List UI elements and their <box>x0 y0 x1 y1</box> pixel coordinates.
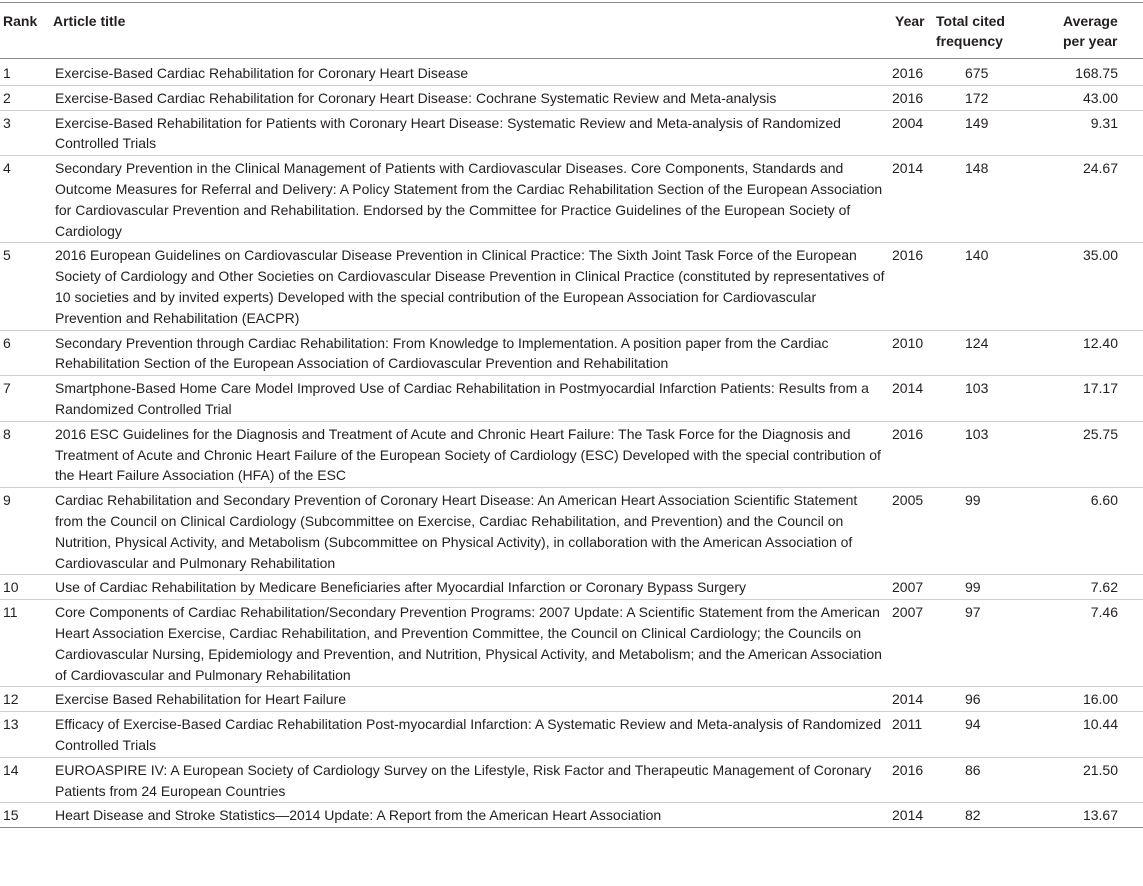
year-cell: 2016 <box>892 247 924 264</box>
year-cell: 2005 <box>892 492 924 509</box>
total-cited-cell: 103 <box>965 425 989 442</box>
title-cell: Exercise-Based Cardiac Rehabilitation for Coronary Heart Disease: Cochrane Systematic Review and Meta-analysis <box>55 89 777 106</box>
year-cell: 2014 <box>892 380 924 397</box>
total-cited-cell: 124 <box>965 334 989 351</box>
table-row <box>0 376 1143 422</box>
year-cell: 2010 <box>892 334 924 351</box>
title-cell: Exercise Based Rehabilitation for Heart Failure <box>55 691 347 708</box>
rank-cell: 3 <box>3 114 11 131</box>
title-cell: Efficacy of Exercise-Based Cardiac Rehabilitation Post-myocardial Infarction: A Systematic Review and Meta-analysis of Randomized Controlled Trials <box>55 716 882 753</box>
title-cell: Secondary Prevention in the Clinical Management of Patients with Cardiovascular Diseases. Core Components, Standards and Outcome Measures for Referral and Delivery: A Policy Statement from the Cardiac Rehabilitation Section of the European Association for Cardiovascular Prevention and Rehabilitation. Endorsed by the Committee for Practice Guidelines of the European Society of Cardiology <box>55 160 883 239</box>
table-row <box>0 156 1143 243</box>
total-cited-cell: 97 <box>965 604 981 621</box>
year-cell: 2016 <box>892 89 924 106</box>
table-row <box>0 110 1143 156</box>
table-row <box>0 59 1143 86</box>
header-rank: Rank <box>3 13 38 29</box>
average-per-year-cell: 43.00 <box>1082 89 1118 106</box>
rank-cell: 6 <box>3 334 11 351</box>
title-cell: Exercise-Based Rehabilitation for Patients with Coronary Heart Disease: Systematic Review and Meta-analysis of Randomized Controlled Trials <box>55 114 841 152</box>
rank-cell: 15 <box>3 807 19 824</box>
total-cited-cell: 99 <box>965 492 981 509</box>
table-row <box>0 243 1143 330</box>
title-cell: EUROASPIRE IV: A European Society of Cardiology Survey on the Lifestyle, Risk Factor and Therapeutic Management of Coronary Patients from 24 European Countries <box>55 761 872 799</box>
title-cell: Cardiac Rehabilitation and Secondary Prevention of Coronary Heart Disease: An American Heart Association Scientific Statement from the Council on Clinical Cardiology (Subcommittee on Exercise, Cardiac Rehabilitation, and Prevention) and the Council on Nutrition, Physical Activity, and Metabolism (Subcommittee on Physical Activity), in collaboration with the American Association of Cardiovascular and Pulmonary Rehabilitation <box>55 492 858 571</box>
table-header <box>0 3 1143 59</box>
header-average <box>1031 3 1143 59</box>
header-avg-line2: per year <box>1063 33 1118 49</box>
total-cited-cell: 82 <box>965 807 981 824</box>
table-body <box>0 59 1143 828</box>
total-cited-cell: 675 <box>965 65 989 81</box>
total-cited-cell: 172 <box>965 89 989 106</box>
year-cell: 2007 <box>892 579 924 596</box>
year-cell: 2014 <box>892 807 924 824</box>
year-cell: 2007 <box>892 604 924 621</box>
rank-cell: 12 <box>3 691 19 708</box>
average-per-year-cell: 168.75 <box>1075 65 1118 81</box>
average-per-year-cell: 21.50 <box>1082 761 1118 778</box>
total-cited-cell: 86 <box>965 761 981 778</box>
rank-cell: 7 <box>3 380 11 397</box>
header-year: Year <box>895 13 925 29</box>
rank-cell: 10 <box>3 579 19 596</box>
year-cell: 2014 <box>892 160 924 177</box>
header-avg-line1: Average <box>1063 13 1118 29</box>
average-per-year-cell: 17.17 <box>1082 380 1118 397</box>
table-row <box>0 575 1143 600</box>
average-per-year-cell: 6.60 <box>1090 492 1118 509</box>
year-cell: 2016 <box>892 761 924 778</box>
citation-table <box>0 2 1143 828</box>
header-row <box>0 3 1143 59</box>
total-cited-cell: 140 <box>965 247 989 264</box>
rank-cell: 13 <box>3 716 19 733</box>
average-per-year-cell: 13.67 <box>1082 807 1118 824</box>
title-cell: Exercise-Based Cardiac Rehabilitation for Coronary Heart Disease <box>55 65 469 81</box>
title-cell: 2016 ESC Guidelines for the Diagnosis and Treatment of Acute and Chronic Heart Failure: The Task Force for the Diagnosis and Treatment of Acute and Chronic Heart Failure of the European Society of Cardiology (ESC) Developed with the special contribution of the Heart Failure Association (HFA) of the ESC <box>55 425 881 484</box>
rank-cell: 5 <box>3 247 11 264</box>
rank-cell: 2 <box>3 89 11 106</box>
year-cell: 2014 <box>892 691 924 708</box>
average-per-year-cell: 35.00 <box>1082 247 1118 264</box>
header-total-line2: frequency <box>936 33 1003 49</box>
rank-cell: 14 <box>3 761 19 778</box>
total-cited-cell: 96 <box>965 691 981 708</box>
title-cell: Use of Cardiac Rehabilitation by Medicare Beneficiaries after Myocardial Infarction or Coronary Bypass Surgery <box>55 579 746 596</box>
rank-cell: 4 <box>3 160 11 177</box>
average-per-year-cell: 16.00 <box>1082 691 1118 708</box>
table-row <box>0 803 1143 828</box>
title-cell: Smartphone-Based Home Care Model Improved Use of Cardiac Rehabilitation in Postmyocardial Infarction Patients: Results from a Randomized Controlled Trial <box>55 380 869 417</box>
title-cell: Secondary Prevention through Cardiac Rehabilitation: From Knowledge to Implementation. A position paper from the Cardiac Rehabilitation Section of the European Association of Cardiovascular Prevention and Rehabilitation <box>55 334 829 372</box>
average-per-year-cell: 25.75 <box>1082 425 1118 442</box>
table-row <box>0 488 1143 575</box>
year-cell: 2016 <box>892 425 924 442</box>
table-row <box>0 600 1143 687</box>
total-cited-cell: 103 <box>965 380 989 397</box>
header-total-line1: Total cited <box>936 13 1005 29</box>
year-cell: 2004 <box>892 114 924 131</box>
average-per-year-cell: 12.40 <box>1082 334 1118 351</box>
total-cited-cell: 149 <box>965 114 989 131</box>
total-cited-cell: 99 <box>965 579 981 596</box>
average-per-year-cell: 7.46 <box>1090 604 1118 621</box>
rank-cell: 8 <box>3 425 11 442</box>
average-per-year-cell: 9.31 <box>1090 114 1118 131</box>
table-row <box>0 712 1143 758</box>
average-per-year-cell: 10.44 <box>1082 716 1118 733</box>
total-cited-cell: 94 <box>965 716 981 733</box>
rank-cell: 9 <box>3 492 11 509</box>
table-row <box>0 757 1143 803</box>
citation-table-container <box>0 2 1143 828</box>
year-cell: 2011 <box>892 716 923 733</box>
rank-cell: 1 <box>3 65 11 81</box>
rank-cell: 11 <box>3 604 18 621</box>
table-row <box>0 421 1143 487</box>
table-row <box>0 687 1143 712</box>
table-row <box>0 85 1143 110</box>
average-per-year-cell: 7.62 <box>1090 579 1118 596</box>
year-cell: 2016 <box>892 65 924 81</box>
title-cell: 2016 European Guidelines on Cardiovascular Disease Prevention in Clinical Practice: The Sixth Joint Task Force of the European Society of Cardiology and Other Societies on Cardiovascular Disease Prevention in Clinical Practice (constituted by representatives of 10 societies and by invited experts) Developed with the special contribution of the European Association for Cardiovascular Prevention and Rehabilitation (EACPR) <box>55 247 885 326</box>
average-per-year-cell: 24.67 <box>1082 160 1118 177</box>
title-cell: Core Components of Cardiac Rehabilitation/Secondary Prevention Programs: 2007 Update: A Scientific Statement from the American Heart Association Exercise, Cardiac Rehabilitation, and Prevention Committee, the Council on Clinical Cardiology; the Councils on Cardiovascular Nursing, Epidemiology and Prevention, and Nutrition, Physical Activity, and Metabolism; and the American Association of Cardiovascular and Pulmonary Rehabilitation <box>55 604 882 683</box>
header-total-cited <box>935 3 1031 59</box>
title-cell: Heart Disease and Stroke Statistics—2014 Update: A Report from the American Heart Association <box>55 807 662 824</box>
total-cited-cell: 148 <box>965 160 989 177</box>
table-row <box>0 330 1143 376</box>
header-title: Article title <box>53 13 126 29</box>
